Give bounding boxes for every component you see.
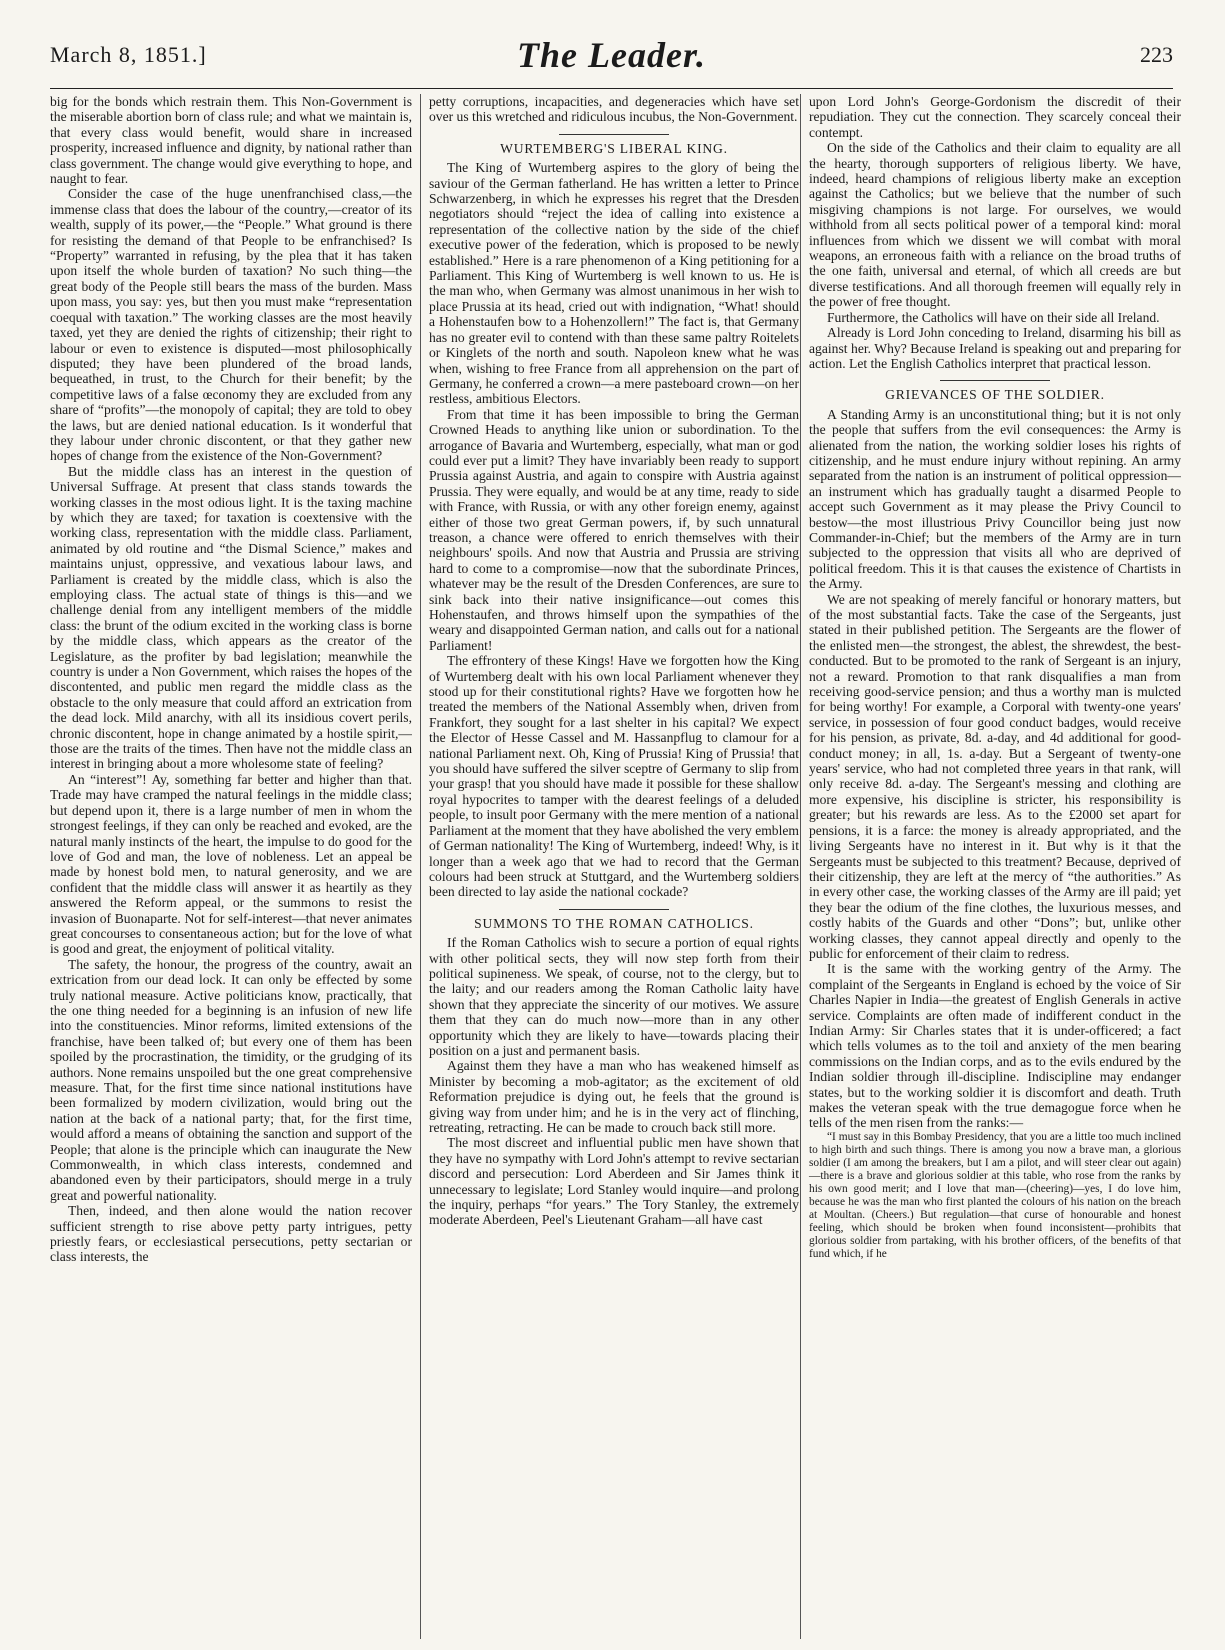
paragraph: We are not speaking of merely fanciful or honorary matters, but of the most substantial facts. Take the case of the Sergeants, just stated in their published petition. The Sergeants are the flower of the enlisted men—the strongest, the ablest, the shrewdest, the best-conducted. But to be promoted to the rank of Sergeant is an injury, not a reward. Promotion to that rank disqualifies a man from receiving good-service pension; and thus a worthy man is mulcted for being worthy! For example, a Corporal with twenty-one years' service, in possession of four good conduct badges, would receive for his pension, as private, 8d. a-day, and 4d additional for good-conduct money; in all, 1s. a-day. But a Sergeant of twenty-one years' service, who had not completed three years in that rank, will only receive 8d. a-day. The Sergeant's messing and clothing are more expensive, his discipline is stricter, his responsibility is greater; but his rewards are less. As to the £2000 set apart for pensions, it is a farce: the money is already appropriated, and the living Sergeants have no interest in it. But why is it that the Sergeants must be subjected to this treatment? Because, deprived of their citizenship, they are left at the mercy of “the authorities.” As in every other case, the working classes of the Army are ill paid; yet they bear the odium of the fine clothes, the luxurious messes, and costly habits of the Guards and other “Dons”; but, unlike other working classes, they cannot appeal directly and openly to the public for enforcement of their claim to redress. xyxy=(809,591,1181,961)
paragraph: Against them they have a man who has weakened himself as Minister by becoming a mob-agitator; as the excitement of old Reformation prejudice is dying out, he feels that the ground is giving way from under him; and he is in the very act of flinching, retreating, retracting. He can be made to crouch back still more. xyxy=(429,1058,799,1135)
paragraph: It is the same with the working gentry of the Army. The complaint of the Sergeants in England is echoed by the voice of Sir Charles Napier in India—the greatest of English Generals in active service. Complaints are often made of indifferent conduct in the Indian Army: Sir Charles states that it is under-officered; a fact which tells volumes as to the toil and anxiety of the men bearing commissions on the Indian corps, and as to the evils endured by the Indian soldier through ill-discipline. Indiscipline may endanger states, but to the working soldier it is discomfort and death. Truth makes the veteran speak with the true demagogue force when he tells of the men risen from the ranks:— xyxy=(809,961,1181,1131)
article-heading: WURTEMBERG'S LIBERAL KING. xyxy=(500,140,728,156)
paragraph: petty corruptions, incapacities, and degeneracies which have set over us this wretched and ridiculous incubus, the Non-Government. xyxy=(429,94,799,125)
paragraph: But the middle class has an interest in the question of Universal Suffrage. At present that class stands towards the working classes in the most odious light. It is the taxing machine by which they are taxed; for taxation is coextensive with the working class, representation with the middle class. Parliament, animated by old routine and “the Dismal Science,” makes and maintains unjust, oppressive, and vexatious labour laws, and Parliament is created by the middle class, which is also the employing class. The actual state of things is this—and we challenge denial from any intelligent members of the middle class: the brunt of the odium excited in the working class is borne by the middle class, which appears as the creator of the Legislature, as the profiter by bad legislation; meanwhile the country is under a Non Government, which raises the hopes of the discontented, and public men regard the middle class as the obstacle to the only measure that could afford an extrication from the dead lock. Mild anarchy, with all its insidious covert perils, chronic discontent, hope in change animated by a hostile spirit,—those are the traits of the times. Then have not the middle class an interest in bringing about a more wholesome state of feeling? xyxy=(50,463,412,772)
paragraph: Consider the case of the huge unenfranchised class,—the immense class that does the labour of the country,—creator of its wealth, supply of its power,—the “People.” What ground is there for resisting the demand of that People to be enfranchised? Is “Property” warranted in refusing, by the plea that it has taken upon itself the whole burden of taxation? No such thing—the great body of the People still bears the mass of the burden. Mass upon mass, you say: yes, but then you must make “representation coequal with taxation.” The working classes are the most heavily taxed, yet they are denied the rights of citizenship; their right to labour or even to existence is disputed—most philosophically disputed; they have been plundered of the broad lands, bequeathed, in trust, to the Church for their benefit; by the competitive laws of a false œconomy they are excluded from any share of “profits”—the monopoly of capital; they are told to obey the laws, but are denied national education. Is it wonderful that they labour under chronic discontent, or that they gather new hopes of change from the existence of the Non-Government? xyxy=(50,186,412,464)
article-heading: GRIEVANCES OF THE SOLDIER. xyxy=(885,387,1105,403)
masthead xyxy=(50,28,1173,89)
column-3 xyxy=(800,94,1181,1639)
paragraph: If the Roman Catholics wish to secure a portion of equal rights with other political sects, they will now step forth from their political supineness. We speak, of course, not to the clergy, but to the laity; and our readers among the Roman Catholic laity have shown that they appreciate the sincerity of our motives. We assure them that they can do much now—more than in any other opportunity which they are likely to have—towards placing their position on a just and permanent basis. xyxy=(429,935,799,1058)
paragraph: The King of Wurtemberg aspires to the glory of being the saviour of the German fatherland. He has written a letter to Prince Schwarzenberg, in which he expresses his regret that the Dresden negotiators should “reject the idea of calling into existence a representation of the collective nation by the side of the chief executive power of the federation, which is proposed to be newly established.” Here is a rare phenomenon of a King petitioning for a Parliament. This King of Wurtemberg is well known to us. He is the man who, when Germany was almost unanimous in her wish to place Prussia at its head, cried out with indignation, “What! should a Hohenstaufen bow to a Hohenzollern!” The fact is, that Germany has no greater evil to contend with than these same paltry Roitelets or Kinglets of the north and south. Napoleon knew what he was when, wishing to free France from all apprehension on the part of Germany, he conferred a crown—a mere pasteboard crown—on her restless, ambitious Electors. xyxy=(429,160,799,407)
paragraph: On the side of the Catholics and their claim to equality are all the hearty, thorough supporters of religious liberty. We have, indeed, heard champions of religious liberty make an exception against the Catholics; but we believe that the number of such misgiving champions is not large. For ourselves, we would withhold from all sects political power of a temporal kind: moral influences from which we dissent we will combat with moral weapons, an erroneous faith with a reliance on the broad truths of the one faith, universal and eternal, of which all creeds are but diverse testifications. And all thorough freemen will equally rely in the power of free thought. xyxy=(809,140,1181,310)
section-divider xyxy=(559,134,669,135)
paragraph: An “interest”! Ay, something far better and higher than that. Trade may have cramped the natural feelings in the middle class; but depend upon it, there is a large number of men in whom the strongest feelings, if they can only be reached and evoked, are the natural manly instincts of the heart, the impulse to do good for the love of God and man, the love of nobleness. Let an appeal be made by honest bold men, to natural generosity, and we are confident that the middle class will answer it as heartily as they answered the Reform appeal, or the summons to resist the invasion of Buonaparte. Not for self-interest—that never animates great concourses to consentaneous action; but for the love of what is good and great, the enjoyment of political vitality. xyxy=(50,771,412,957)
paragraph: Already is Lord John conceding to Ireland, disarming his bill as against her. Why? Because Ireland is speaking out and preparing for action. Let the English Catholics interpret that practical lesson. xyxy=(809,325,1181,371)
paragraph: Then, indeed, and then alone would the nation recover sufficient strength to rise above petty party intrigues, petty priestly fears, or ecclesiastical persecutions, petty sectarian or class interests, the xyxy=(50,1203,412,1265)
column-2 xyxy=(420,94,799,1639)
page-number: 223 xyxy=(1140,42,1173,67)
section-divider xyxy=(940,380,1050,381)
newspaper-title: The Leader. xyxy=(517,35,706,75)
paragraph: The most discreet and influential public men have shown that they have no sympathy with Lord John's attempt to revive sectarian discord and persecution: Lord Aberdeen and Sir James think it unnecessary to legislate; Lord Stanley would inquire—and prolong the inquiry, perhaps “for years.” The Tory Stanley, the extremely moderate Aberdeen, Peel's Lieutenant Graham—all have cast xyxy=(429,1135,799,1228)
block-quote: “I must say in this Bombay Presidency, that you are a little too much inclined to high birth and such things. There is among you now a brave man, a glorious soldier (I am among the breakers, but I am a pilot, and will steer clear out again)—there is a brave and glorious soldier at this table, who rose from the ranks by his own good merit; and I love that man—(cheering)—yes, I do love him, because he was the man who first planted the colours of his nation on the breach at Moultan. (Cheers.) But regulation—that curse of honourable and honest feeling, which should be broken when found inconsistent—prohibits that glorious soldier from partaking, with his brother officers, of the benefits of that fund which, if he xyxy=(809,1130,1181,1260)
paragraph: big for the bonds which restrain them. This Non-Government is the miserable abortion born of class rule; and what we maintain is, that every class would benefit, would share in increased prosperity, increased influence and dignity, by national rather than class government. The change would give everything to hope, and naught to fear. xyxy=(50,94,412,187)
paragraph: A Standing Army is an unconstitutional thing; but it is not only the people that suffers from the evil consequences: the Army is alienated from the nation, the working soldier loses his rights of citizenship, and he must endure injury without repining. An army separated from the nation is an instrument of political oppression—an instrument which has gradually taught a disarmed People to accept such Government as it may please the Privy Council to bestow—the most illustrious Privy Councillor being just now Commander-in-Chief; but the members of the Army are in turn subjected to the oppression that visits all who are deprived of political freedom. This it is that causes the existence of Chartists in the Army. xyxy=(809,406,1181,592)
paragraph: Furthermore, the Catholics will have on their side all Ireland. xyxy=(827,309,1160,325)
paragraph: The effrontery of these Kings! Have we forgotten how the King of Wurtemberg dealt with his own local Parliament whenever they stood up for their constitutional rights? Have we forgotten how he treated the members of the National Assembly when, driven from Frankfort, they sought for a last shelter in his capital? We expect the Elector of Hesse Cassel and M. Hassanpflug to clamour for a national Parliament next. Oh, King of Prussia! King of Prussia! that you should have suffered the silver sceptre of Germany to slip from your grasp! that you should have made it possible for these shallow royal hypocrites to tamper with the dearest feelings of a deluded people, to insult poor Germany with the mere mention of a national Parliament at the moment that they have abolished the very emblem of German nationality! The King of Wurtemberg, indeed! Why, is it longer than a week ago that we had to record that the German colours had been struck at Stuttgard, and the Wurtemberg soldiers been directed to lay aside the national cockade? xyxy=(429,653,799,900)
article-heading: SUMMONS TO THE ROMAN CATHOLICS. xyxy=(474,915,754,931)
paragraph: The safety, the honour, the progress of the country, await an extrication from our dead lock. It can only be effected by some truly national measure. Active politicians know, practically, that the one thing needed for a beginning is an infusion of new life into the constituencies. Minor reforms, limited extensions of the franchise, have been talked of; but every one of them has been spoiled by the procrastination, the timidity, or the grudging of its authors. None remains unspoiled but the one great comprehensive measure. That, for the first time since national institutions have been formalized by modern civilization, would bring out the nation at the back of a national party; that, for the first time, would afford a means of obtaining the sanction and support of the People; that alone is the principle which can inaugurate the New Commonwealth, in which class interests, condemned and abandoned even by their participators, should merge in a truly great and powerful nationality. xyxy=(50,956,412,1203)
section-divider xyxy=(559,909,669,910)
paragraph: From that time it has been impossible to bring the German Crowned Heads to anything like union or subordination. To the arrogance of Bavaria and Wurtemberg, especially, what man or god could ever put a limit? They have invariably been ready to support Prussia against Austria, and again to conspire with Austria against Prussia. They were equally, and would be at any time, ready to side with France, with Russia, or with any other foreign enemy, against either of those two great German powers, if, by such unnatural treason, a chance were offered to enrich themselves with their neighbours' spoils. And now that Austria and Prussia are striving hard to come to a compromise—now that the subordinate Princes, whatever may be the result of the Dresden Conferences, are sure to sink back into their native insignificance—out comes this Hohenstaufen, and throws himself upon the sympathies of the weary and disappointed German nation, and calls out for a national Parliament! xyxy=(429,406,799,653)
paragraph: upon Lord John's George-Gordonism the discredit of their repudiation. They cut the connection. They scarcely conceal their contempt. xyxy=(809,94,1181,140)
column-1 xyxy=(50,94,412,1639)
issue-date: March 8, 1851.] xyxy=(50,42,207,67)
